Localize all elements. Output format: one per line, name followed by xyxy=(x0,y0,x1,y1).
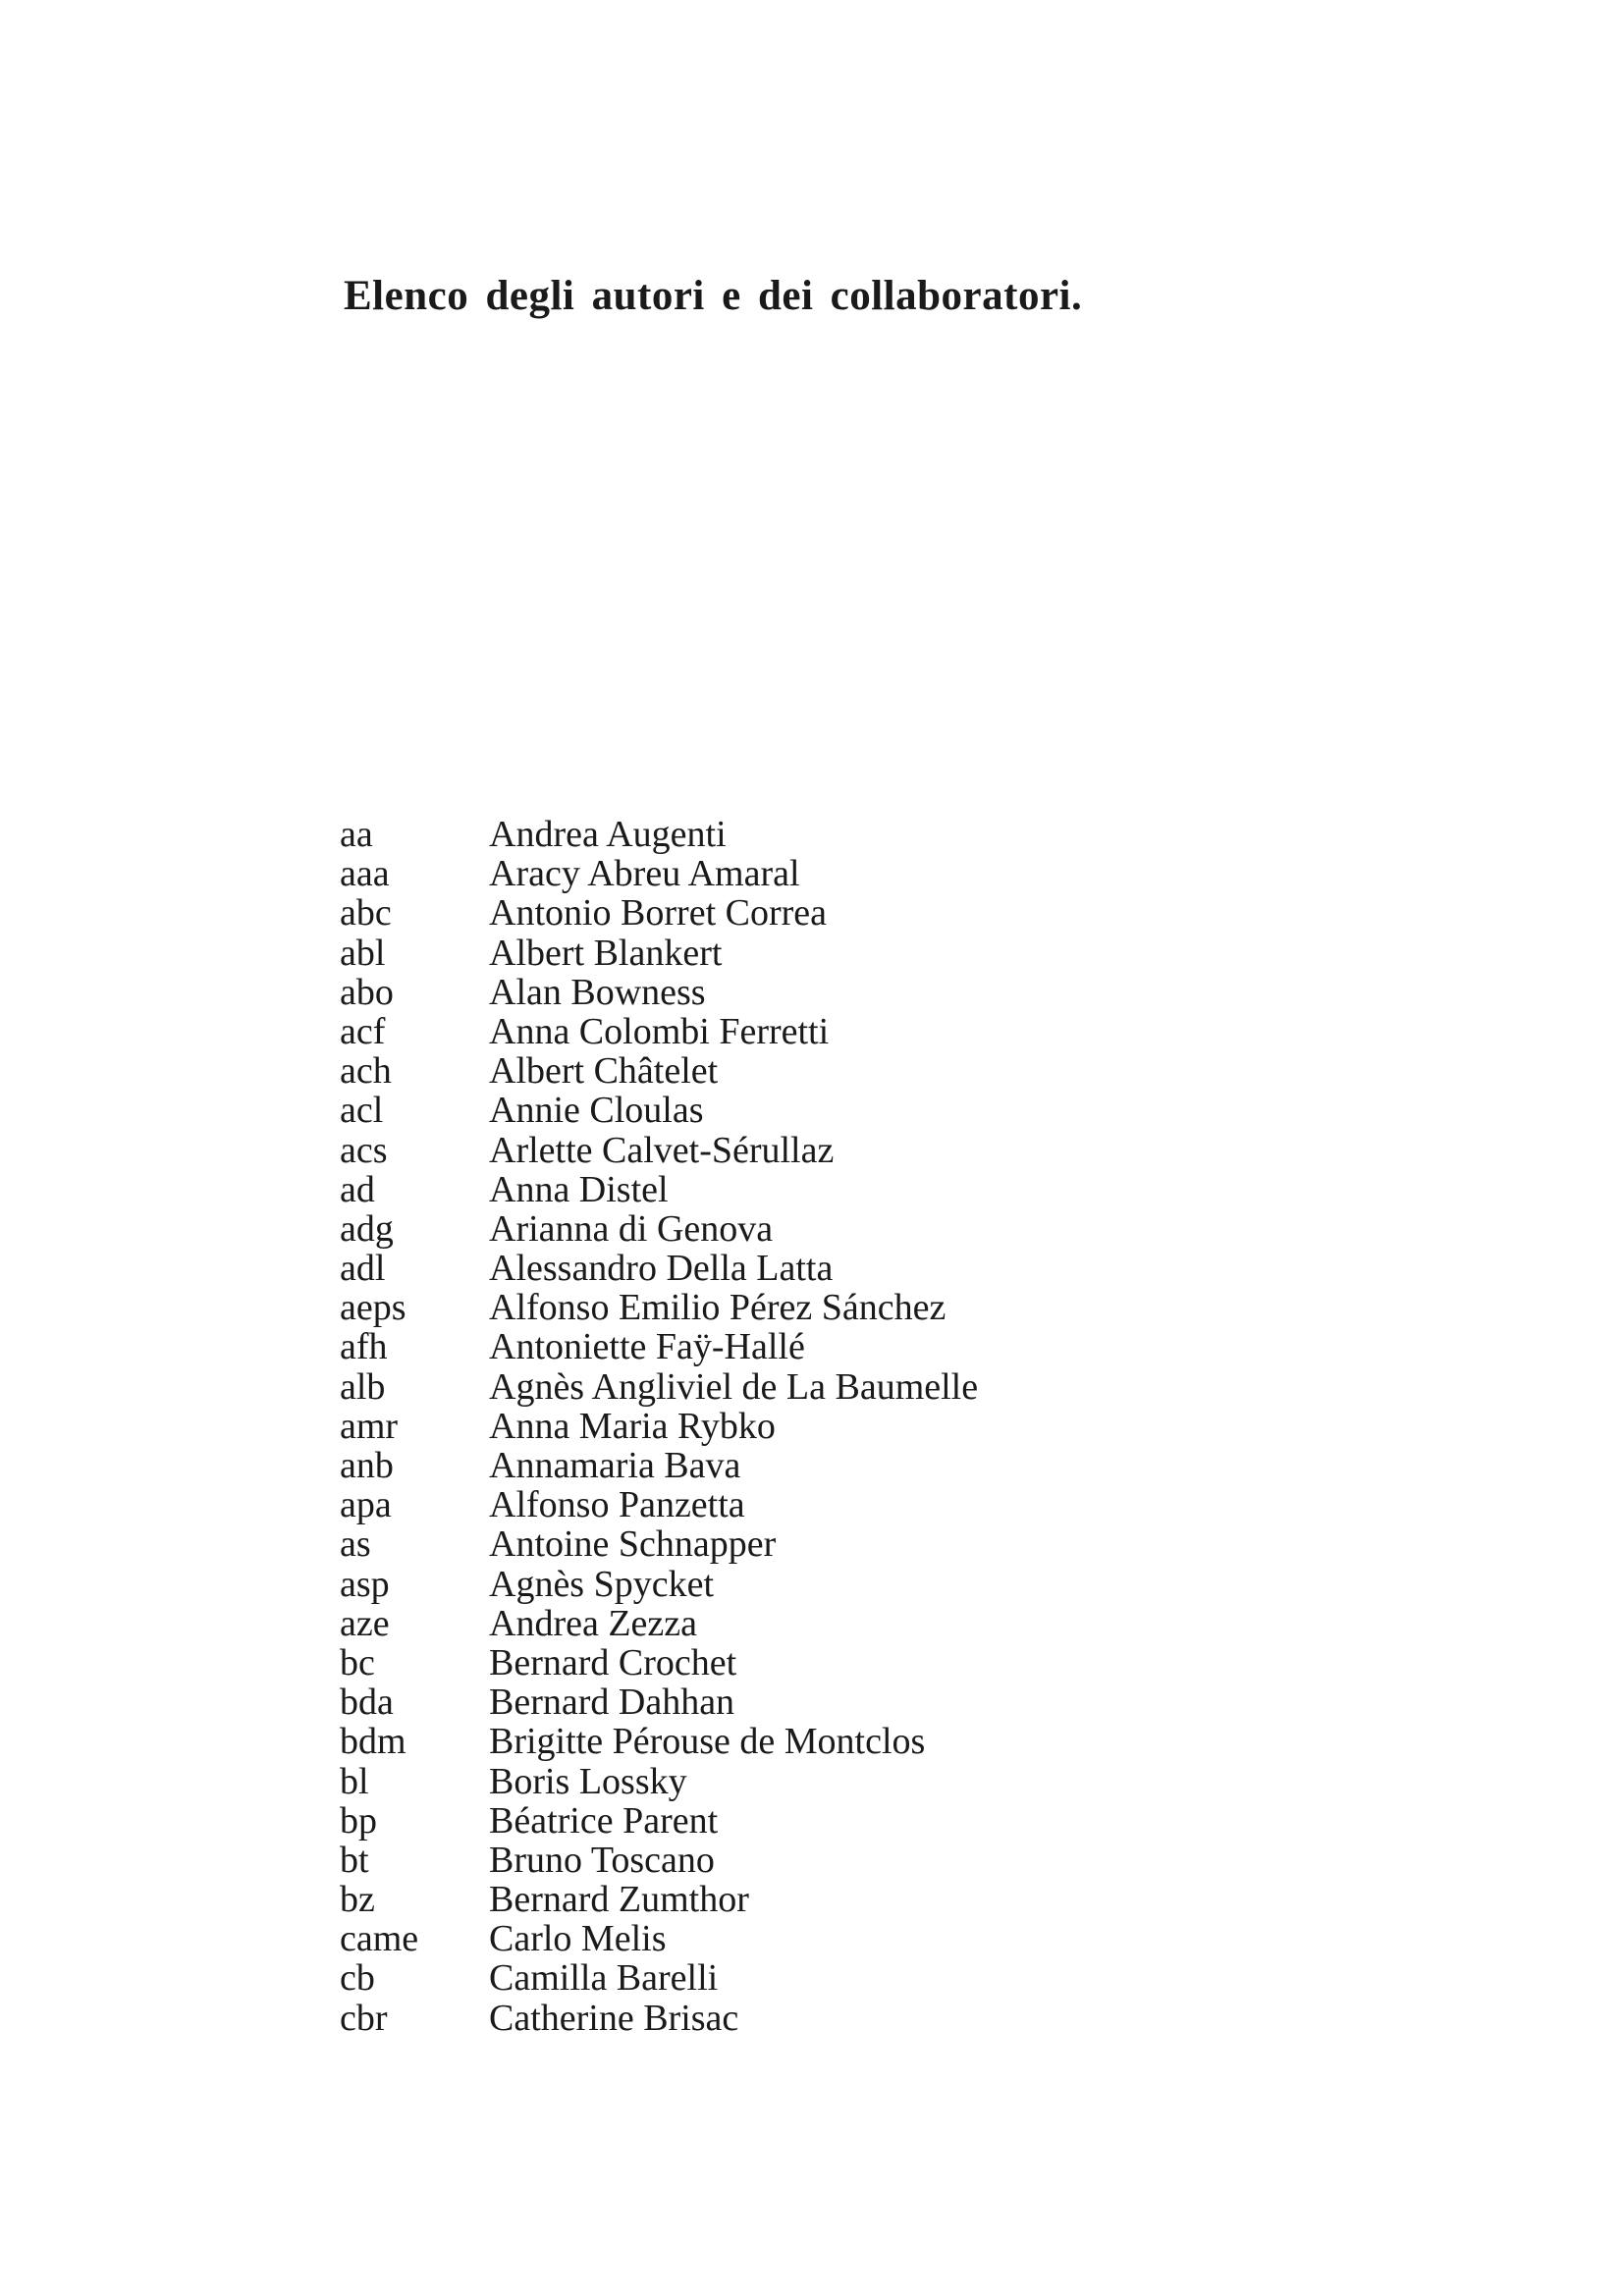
author-name: Alan Bowness xyxy=(489,971,706,1013)
author-code: adl xyxy=(340,1248,386,1290)
author-code: adg xyxy=(340,1207,394,1250)
author-code: bl xyxy=(340,1760,369,1802)
author-row xyxy=(340,1407,978,1446)
author-row xyxy=(340,1485,978,1524)
author-row xyxy=(340,1841,978,1880)
author-code: cb xyxy=(340,1957,375,2000)
author-row xyxy=(340,1919,978,1958)
author-name: Alfonso Emilio Pérez Sánchez xyxy=(489,1287,947,1329)
author-row xyxy=(340,1643,978,1682)
author-row xyxy=(340,1367,978,1407)
author-code: aa xyxy=(340,814,373,855)
author-code: bz xyxy=(340,1879,375,1921)
author-row xyxy=(340,934,978,973)
author-code: afh xyxy=(340,1326,388,1368)
author-code: abl xyxy=(340,932,386,974)
author-row xyxy=(340,1801,978,1841)
author-row xyxy=(340,1604,978,1643)
author-name: Albert Châtelet xyxy=(489,1050,719,1093)
author-code: abc xyxy=(340,892,392,934)
author-row xyxy=(340,815,978,854)
author-name: Bernard Dahhan xyxy=(489,1682,735,1724)
author-name: Brigitte Pérouse de Montclos xyxy=(489,1721,926,1763)
author-row xyxy=(340,973,978,1012)
author-code: amr xyxy=(340,1405,399,1447)
author-row xyxy=(340,1091,978,1130)
author-name: Anna Maria Rybko xyxy=(489,1405,776,1447)
author-name: Catherine Brisac xyxy=(489,1997,739,2039)
author-row xyxy=(340,1288,978,1327)
author-name: Agnès Spycket xyxy=(489,1563,715,1605)
author-row xyxy=(340,1051,978,1091)
author-row xyxy=(340,1682,978,1722)
author-row xyxy=(340,1524,978,1564)
author-row xyxy=(340,1565,978,1604)
author-code: bp xyxy=(340,1799,377,1842)
author-code: asp xyxy=(340,1563,390,1605)
author-name: Annie Cloulas xyxy=(489,1090,704,1132)
author-code: acl xyxy=(340,1090,384,1132)
author-name: Camilla Barelli xyxy=(489,1957,719,2000)
author-name: Aracy Abreu Amaral xyxy=(489,853,800,895)
author-code: aaa xyxy=(340,853,390,895)
author-name: Annamaria Bava xyxy=(489,1445,741,1486)
author-name: Agnès Angliviel de La Baumelle xyxy=(489,1365,979,1408)
author-name: Béatrice Parent xyxy=(489,1799,719,1842)
author-row xyxy=(340,1170,978,1209)
author-name: Bruno Toscano xyxy=(489,1839,715,1881)
author-code: alb xyxy=(340,1365,386,1408)
author-name: Andrea Zezza xyxy=(489,1602,698,1644)
author-name: Antoniette Faÿ-Hallé xyxy=(489,1326,805,1368)
author-code: as xyxy=(340,1523,371,1566)
author-name: Andrea Augenti xyxy=(489,814,727,855)
author-row xyxy=(340,1012,978,1051)
author-row xyxy=(340,1209,978,1249)
author-code: cbr xyxy=(340,1997,388,2039)
author-code: apa xyxy=(340,1484,392,1526)
author-code: abo xyxy=(340,971,394,1013)
author-code: ad xyxy=(340,1168,375,1210)
author-name: Anna Distel xyxy=(489,1168,669,1210)
author-code: ach xyxy=(340,1050,392,1093)
author-row xyxy=(340,1446,978,1485)
author-code: bt xyxy=(340,1839,369,1881)
author-row xyxy=(340,1999,978,2038)
author-code: bc xyxy=(340,1641,375,1683)
author-name: Antoine Schnapper xyxy=(489,1523,777,1566)
author-code: anb xyxy=(340,1445,394,1486)
author-row xyxy=(340,1249,978,1288)
author-name: Boris Lossky xyxy=(489,1760,687,1802)
author-code: aeps xyxy=(340,1287,406,1329)
author-row xyxy=(340,1131,978,1170)
author-name: Arlette Calvet-Sérullaz xyxy=(489,1129,835,1171)
author-row xyxy=(340,1880,978,1919)
authors-list xyxy=(340,815,978,2038)
author-code: acs xyxy=(340,1129,388,1171)
author-row xyxy=(340,893,978,933)
page-title: Elenco degli autori e dei collaboratori. xyxy=(344,273,1083,319)
author-name: Bernard Crochet xyxy=(489,1641,737,1683)
author-name: Carlo Melis xyxy=(489,1918,667,1960)
author-code: bda xyxy=(340,1682,394,1724)
author-name: Antonio Borret Correa xyxy=(489,892,828,934)
author-code: bdm xyxy=(340,1721,406,1763)
author-code: acf xyxy=(340,1010,386,1052)
author-name: Alfonso Panzetta xyxy=(489,1484,745,1526)
author-code: came xyxy=(340,1918,419,1960)
author-row xyxy=(340,1327,978,1366)
author-code: aze xyxy=(340,1602,390,1644)
author-name: Bernard Zumthor xyxy=(489,1879,749,1921)
author-name: Anna Colombi Ferretti xyxy=(489,1010,830,1052)
author-row xyxy=(340,854,978,893)
author-name: Alessandro Della Latta xyxy=(489,1248,834,1290)
author-row xyxy=(340,1762,978,1801)
author-name: Arianna di Genova xyxy=(489,1207,774,1250)
author-name: Albert Blankert xyxy=(489,932,723,974)
author-row xyxy=(340,1958,978,1998)
author-row xyxy=(340,1722,978,1761)
